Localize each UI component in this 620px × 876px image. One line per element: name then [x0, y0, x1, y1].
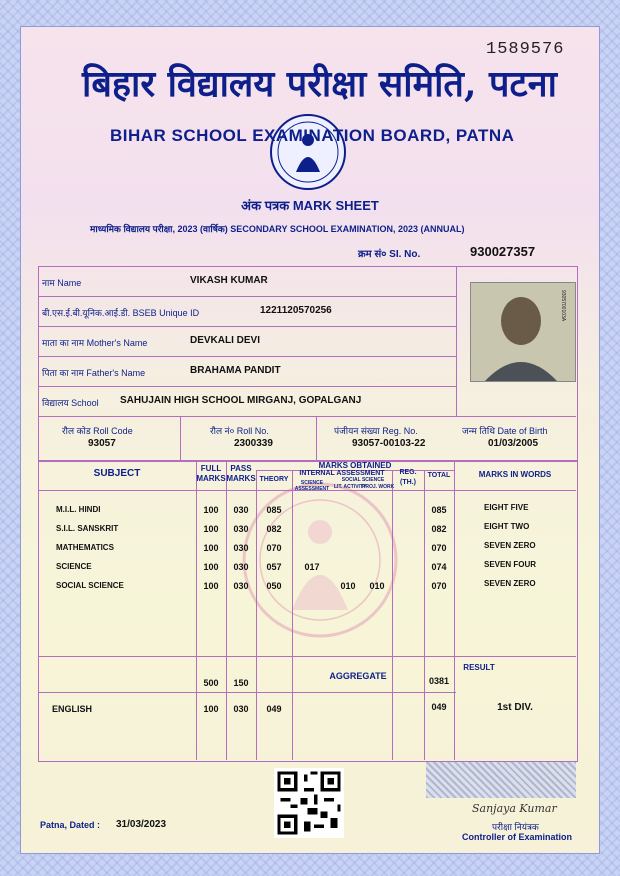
subject-row-total: 070 [431, 543, 447, 553]
subject-row-full: 100 [203, 562, 219, 572]
roll-no-label: रौल नं० Roll No. [210, 426, 269, 436]
subject-row-total: 070 [431, 581, 447, 591]
aggregate-divider [38, 656, 576, 657]
uid-label: बी.एस.ई.बी.यूनिक.आई.डी. BSEB Unique ID [42, 308, 200, 318]
subject-row-full: 100 [203, 505, 219, 515]
sl-no-label: क्रम सं० SI. No. [358, 249, 421, 260]
subject-row-theory: 057 [266, 562, 282, 572]
subject-row-sci: 017 [304, 562, 320, 572]
father-label: पिता का नाम Father's Name [42, 368, 146, 378]
aggregate-divider [38, 692, 456, 693]
subject-row-full: 100 [203, 524, 219, 534]
subject-row-subject: SCIENCE [56, 562, 92, 571]
subject-row-full: 100 [203, 581, 219, 591]
subject-row-words: SEVEN ZERO [484, 579, 536, 588]
dob: 01/03/2005 [488, 438, 539, 449]
pass-marks-header: PASS MARKS [226, 464, 256, 483]
school-name: SAHUJAIN HIGH SCHOOL MIRGANJ, GOPALGANJ [120, 395, 362, 406]
aggregate-full: 500 [203, 678, 219, 688]
divider [38, 326, 456, 327]
roll-code-label: रौल कोड Roll Code [62, 426, 133, 436]
board-name-english: BIHAR SCHOOL EXAMINATION BOARD, PATNA [110, 126, 515, 145]
additional-theory: 049 [266, 704, 282, 714]
divider [38, 386, 456, 387]
social-science-header: SOCIAL SCIENCE [341, 477, 385, 483]
divider [38, 416, 576, 417]
controller-english: Controller of Examination [462, 832, 573, 842]
reg-th-header: REG. (TH.) [399, 469, 417, 486]
controller-signature: Sanjaya Kumar [472, 802, 557, 815]
subject-row-total: 082 [431, 524, 447, 534]
subject-row-proj: 010 [369, 581, 385, 591]
subject-row-words: SEVEN FOUR [484, 560, 537, 569]
qr-code-icon [274, 768, 344, 838]
subject-row-subject: S.I.L. SANSKRIT [56, 524, 119, 533]
reg-no-label: पंजीयन संख्या Reg. No. [334, 426, 418, 436]
aggregate-label: AGGREGATE [329, 671, 387, 681]
roll-code: 93057 [88, 438, 116, 449]
photo-divider [456, 266, 457, 416]
aggregate-total: 0381 [428, 676, 450, 686]
security-hologram [426, 762, 576, 798]
divider [38, 296, 456, 297]
photo-id: 9305700103A [560, 290, 566, 322]
additional-total: 049 [431, 702, 447, 712]
subject-row-total: 074 [431, 562, 447, 572]
subject-row-theory: 082 [266, 524, 282, 534]
full-marks-header: FULL MARKS [196, 464, 226, 483]
marks-obtained-header: MARKS OBTAINED [318, 461, 392, 470]
subject-row-total: 085 [431, 505, 447, 515]
subject-row-full: 100 [203, 543, 219, 553]
subject-row-lit: 010 [340, 581, 356, 591]
internal-assessment-header: INTERNAL ASSESSMENT [299, 470, 385, 477]
issue-date: 31/03/2023 [116, 819, 167, 830]
divider [38, 356, 456, 357]
divider [316, 416, 317, 460]
total-header: TOTAL [427, 472, 451, 479]
board-seal-icon [268, 112, 348, 192]
roll-no: 2300339 [234, 438, 273, 449]
subject-row-subject: MATHEMATICS [56, 543, 114, 552]
subject-row-pass: 030 [233, 562, 249, 572]
lit-activity-header: LIT. ACTIVITY [334, 484, 367, 490]
theory-header: THEORY [259, 476, 289, 483]
student-name: VIKASH KUMAR [190, 275, 268, 286]
col-divider [454, 460, 455, 760]
subject-row-words: EIGHT FIVE [484, 503, 529, 512]
additional-pass: 030 [233, 704, 249, 714]
mother-name: DEVKALI DEVI [190, 335, 261, 346]
subject-row-pass: 030 [233, 505, 249, 515]
result-division: 1st DIV. [497, 702, 533, 713]
subject-row-theory: 070 [266, 543, 282, 553]
result-label: RESULT [463, 663, 495, 672]
dob-label: जन्म तिथि Date of Birth [462, 426, 548, 436]
marks-in-words-header: MARKS IN WORDS [478, 470, 552, 479]
controller-hindi: परीक्षा नियंत्रक [492, 822, 539, 832]
exam-line: माध्यमिक विद्यालय परीक्षा, 2023 (वार्षिक) SECONDARY SCHOOL EXAMINATION, 2023 (ANNUAL) [90, 224, 465, 234]
board-name-hindi: बिहार विद्यालय परीक्षा समिति, पटना [82, 63, 557, 105]
subject-row-theory: 050 [266, 581, 282, 591]
school-label: विद्यालय School [42, 398, 99, 408]
subject-row-subject: M.I.L. HINDI [56, 505, 101, 514]
sl-no-value: 930027357 [470, 244, 536, 259]
student-uid: 1221120570256 [260, 305, 332, 316]
serial-number: 1589576 [486, 40, 565, 59]
subject-header: SUBJECT [93, 468, 141, 479]
subject-row-words: SEVEN ZERO [484, 541, 536, 550]
col-divider [392, 470, 393, 760]
reg-no: 93057-00103-22 [352, 438, 426, 449]
mother-label: माता का नाम Mother's Name [42, 338, 148, 348]
science-assessment-header: SCIENCE ASSESSMENT [294, 480, 330, 492]
aggregate-pass: 150 [233, 678, 249, 688]
document-title: अंक पत्रक MARK SHEET [241, 198, 379, 213]
additional-full: 100 [203, 704, 219, 714]
additional-subject: ENGLISH [52, 704, 93, 714]
subject-row-pass: 030 [233, 524, 249, 534]
subject-row-pass: 030 [233, 581, 249, 591]
dated-label: Patna, Dated : [40, 820, 101, 830]
subject-row-pass: 030 [233, 543, 249, 553]
name-label: नाम Name [42, 278, 82, 288]
divider [180, 416, 181, 460]
father-name: BRAHAMA PANDIT [190, 365, 281, 376]
subject-row-subject: SOCIAL SCIENCE [56, 581, 124, 590]
subject-row-words: EIGHT TWO [484, 522, 530, 531]
col-divider [292, 470, 293, 760]
subject-row-theory: 085 [266, 505, 282, 515]
proj-work-header: PROJ. WORK [362, 484, 395, 490]
board-watermark-icon [240, 470, 400, 650]
